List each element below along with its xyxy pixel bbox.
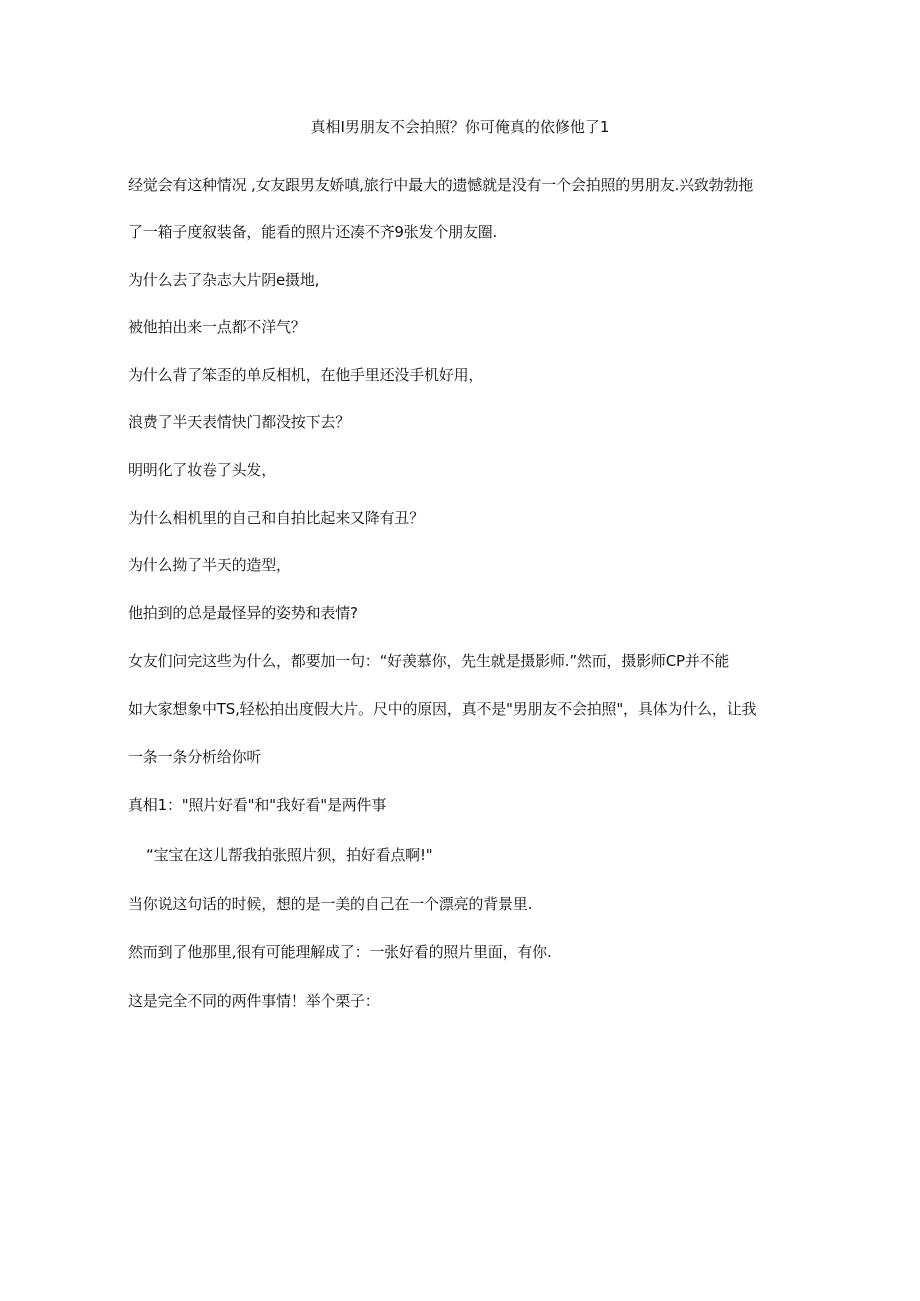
paragraph: 浪费了半天表情快门都没按下去？ <box>128 413 351 431</box>
paragraph: 当你说这句话的时候，想的是一美的自己在一个漂亮的背景里. <box>128 895 533 913</box>
paragraph: 明明化了妆卷了头发， <box>128 461 277 479</box>
quote-paragraph: “宝宝在这儿帮我拍张照片狈，拍好看点啊!" <box>146 846 433 864</box>
paragraph: 为什么相机里的自己和自拍比起来又降有丑？ <box>128 509 425 527</box>
paragraph: 经觉会有这种情况 ,女友跟男友娇嗔,旅行中最大的遗憾就是没有一个会拍照的男朋友.兴致勃勃拖 <box>128 176 754 194</box>
paragraph: 一条一条分析给你听 <box>128 748 262 766</box>
paragraph: 为什么拗了半天的造型， <box>128 556 291 574</box>
paragraph: 然而到了他那里,很有可能理解成了：一张好看的照片里面，有你. <box>128 943 552 961</box>
paragraph: 如大家想象中TS,轻松拍出度假大片。尺中的原因，真不是"男朋友不会拍照"，具体为什么，让我 <box>128 700 757 718</box>
section-heading: 真相1："照片好看"和"我好看"是两件事 <box>128 796 387 814</box>
paragraph: 他拍到的总是最怪异的姿势和表情? <box>128 604 358 622</box>
paragraph: 了一箱子度叙装备，能看的照片还凑不齐9张发个朋友圈. <box>128 223 498 241</box>
document-title: 真相I男朋友不会拍照？你可俺真的依修他了1 <box>310 118 610 136</box>
paragraph: 被他拍出来一点都不洋气？ <box>128 318 306 336</box>
paragraph: 这是完全不同的两件事情！举个栗子： <box>128 992 380 1010</box>
paragraph: 女友们问完这些为什么，都要加一句：“好羡慕你，先生就是摄影师.”然而，摄影师CP并不能 <box>128 652 730 670</box>
paragraph: 为什么去了杂志大片阴e摄地, <box>128 271 320 289</box>
paragraph: 为什么背了笨歪的单反相机，在他手里还没手机好用， <box>128 366 484 384</box>
